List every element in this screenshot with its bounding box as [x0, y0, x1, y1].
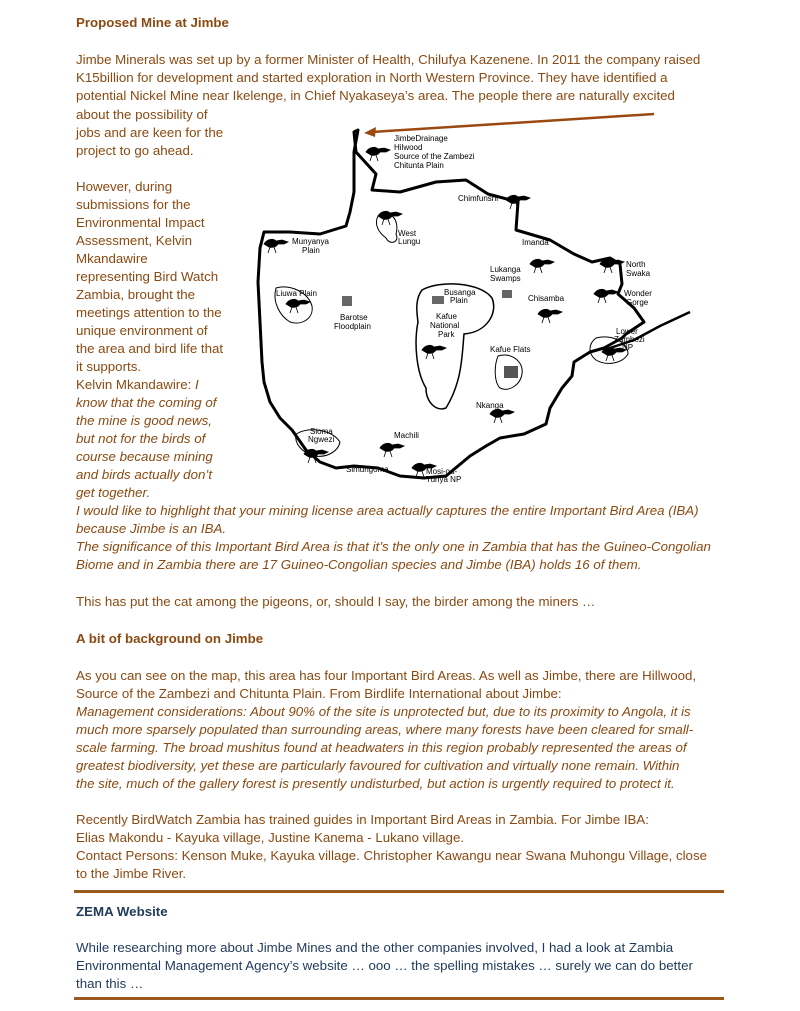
- however-line: unique environment of: [76, 323, 208, 338]
- bird-icon: [378, 211, 402, 225]
- map-label-busanga: Plain: [450, 296, 468, 305]
- closing-line: This has put the cat among the pigeons, or, should I say, the birder among the miners …: [76, 594, 596, 609]
- guides-line: to the Jimbe River.: [76, 866, 187, 881]
- map-label-north-swaka: Swaka: [626, 269, 651, 278]
- quote-wrap-line: but not for the birds of: [76, 431, 206, 446]
- map-label-hilwood: Hilwood: [394, 143, 423, 152]
- quote-full-line: The significance of this Important Bird Area is that it’s the only one in Zambia that has the Guineo-Congolian: [76, 539, 711, 554]
- map-label-kafue-np: Park: [438, 330, 455, 339]
- intro-line: Jimbe Minerals was set up by a former Minister of Health, Chilufya Kazenene. In 2011 the company raised: [76, 52, 701, 67]
- quote-wrap-line: the mine is good news,: [76, 413, 213, 428]
- however-line: it supports.: [76, 359, 142, 374]
- guides-line: Recently BirdWatch Zambia has trained guides in Important Bird Areas in Zambia. For Jimbe IBA:: [76, 812, 649, 827]
- map-label-lukanga: Lukanga: [490, 265, 521, 274]
- map-label-nkanga: Nkanga: [476, 401, 504, 410]
- map-label-munyanya: Plain: [302, 246, 320, 255]
- however-line: submissions for the: [76, 197, 191, 212]
- quote-start: I: [194, 377, 199, 392]
- arrow-head-icon: [364, 127, 376, 137]
- zambia-iba-map: [250, 112, 720, 498]
- map-label-munyanya: Munyanya: [292, 237, 329, 246]
- map-label-kafue-flats: Kafue Flats: [490, 345, 531, 354]
- however-line: the area and bird life that: [76, 341, 224, 356]
- bird-icon: [366, 147, 390, 161]
- bird-icon: [538, 309, 562, 323]
- map-label-chimfunshi: Chimfunshi: [458, 194, 499, 203]
- however-line: meetings attention to the: [76, 305, 222, 320]
- guides-line: Contact Persons: Kenson Muke, Kayuka village. Christopher Kawangu near Swana Muhongu Village, close: [76, 848, 707, 863]
- map-label-jimbe: JimbeDrainage: [394, 134, 448, 143]
- background-line: As you can see on the map, this area has four Important Bird Areas. As well as Jimbe, there are Hillwood,: [76, 668, 697, 683]
- map-label-kafue-np: National: [430, 321, 460, 330]
- quote-full-line: I would like to highlight that your mining license area actually captures the entire Important Bird Area (IBA): [76, 503, 699, 518]
- map-label-west-lungu: Lungu: [398, 237, 421, 246]
- however-line: However, during: [76, 179, 173, 194]
- map-label-chitunta: Chitunta Plain: [394, 161, 444, 170]
- however-line: Zambia, brought the: [76, 287, 196, 302]
- however-line: representing Bird Watch: [76, 269, 219, 284]
- section-title-proposed-mine: Proposed Mine at Jimbe: [76, 15, 229, 30]
- site-marker-icon: [504, 366, 518, 378]
- intro-line: potential Nickel Mine near Ikelenge, in Chief Nyakaseya’s area. The people there are naturally excited: [76, 88, 675, 103]
- intro-wrap-line: project to go ahead.: [76, 143, 194, 158]
- quote-wrap-line: know that the coming of: [76, 395, 217, 410]
- map-label-west-lungu: West: [398, 229, 417, 238]
- map-label-lower-zambezi: Zambezi: [614, 335, 645, 344]
- pointer-arrow: [372, 114, 654, 132]
- zema-line: Environmental Management Agency’s website … ooo … the spelling mistakes … surely we can do better: [76, 958, 693, 973]
- quote-wrap-line: course because mining: [76, 449, 213, 464]
- quote-intro-line: [76, 376, 199, 393]
- quote-speaker: Kelvin Mkandawire:: [76, 377, 195, 392]
- section-title-background: A bit of background on Jimbe: [76, 631, 264, 646]
- map-label-wonder-gorge: Gorge: [626, 298, 649, 307]
- map-label-lower-zambezi: NP: [622, 343, 634, 352]
- map-label-mosi: Mosi-oa-: [426, 467, 458, 476]
- map-label-barotse: Floodplain: [334, 322, 371, 331]
- birdlife-quote-line: scale farming. The broad mushitus found at headwaters in this region probably represented the areas of: [76, 740, 687, 755]
- bird-icon: [594, 289, 618, 303]
- map-label-zambezi-source: Source of the Zambezi: [394, 152, 475, 161]
- site-marker-icon: [432, 296, 444, 304]
- zema-line: than this …: [76, 976, 144, 991]
- map-label-chisamba: Chisamba: [528, 294, 565, 303]
- however-line: Mkandawire: [76, 251, 148, 266]
- birdlife-quote-line: much more sparsely populated than surrounding areas, where many forests have been cleared for small-: [76, 722, 694, 737]
- birdlife-quote-line: greatest biodiversity, yet these are particularly favoured for cultivation and virtually none remain. Within: [76, 758, 680, 773]
- section-divider: [74, 890, 724, 893]
- zema-line: While researching more about Jimbe Mines and the other companies involved, I had a look at Zambia: [76, 940, 674, 955]
- birdlife-quote-line: the site, much of the gallery forest is presently undisturbed, but action is urgently required to protect it.: [76, 776, 675, 791]
- quote-full-line: because Jimbe is an IBA.: [76, 521, 227, 536]
- bird-icon: [264, 239, 288, 253]
- map-label-sioma: Ngwezi: [308, 435, 335, 444]
- however-line: Environmental Impact: [76, 215, 205, 230]
- map-label-busanga: Busanga: [444, 288, 476, 297]
- birdlife-quote-line: Management considerations: About 90% of the site is unprotected but, due to its proximity to Angola, it is: [76, 704, 691, 719]
- map-label-imanda: Imanda: [522, 238, 549, 247]
- site-marker-icon: [342, 296, 352, 306]
- quote-full-line: Biome and in Zambia there are 17 Guineo-Congolian species and Jimbe (IBA) holds 16 of them.: [76, 557, 642, 572]
- bird-icon: [490, 409, 514, 423]
- map-label-lower-zambezi: Lower: [616, 327, 638, 336]
- intro-line: K15billion for development and started exploration in North Western Province. They have identified a: [76, 70, 668, 85]
- map-label-simungoma: Simungoma: [346, 465, 389, 474]
- bird-icon: [530, 259, 554, 273]
- however-line: Assessment, Kelvin: [76, 233, 193, 248]
- map-label-barotse: Barotse: [340, 313, 368, 322]
- map-label-mosi: Tunya NP: [426, 475, 462, 484]
- map-label-lukanga: Swamps: [490, 274, 521, 283]
- map-label-wonder-gorge: Wonder: [624, 289, 652, 298]
- section-title-zema: ZEMA Website: [76, 904, 168, 919]
- intro-wrap-line: about the possibility of: [76, 107, 208, 122]
- map-label-north-swaka: North: [626, 260, 646, 269]
- guides-line: Elias Makondu - Kayuka village, Justine Kanema - Lukano village.: [76, 830, 465, 845]
- site-marker-icon: [502, 290, 512, 298]
- map-label-machili: Machili: [394, 431, 419, 440]
- map-label-sioma: Sioma: [310, 427, 333, 436]
- map-label-liuwa: Liuwa Plain: [276, 289, 317, 298]
- bird-icon: [286, 299, 310, 313]
- background-line: Source of the Zambezi and Chitunta Plain. From Birdlife International about Jimbe:: [76, 686, 562, 701]
- bird-icon: [422, 345, 446, 359]
- intro-wrap-line: jobs and are keen for the: [76, 125, 224, 140]
- map-label-kafue-np: Kafue: [436, 312, 457, 321]
- section-divider: [74, 997, 724, 1000]
- quote-wrap-line: and birds actually don’t: [76, 467, 213, 482]
- quote-wrap-line: get together.: [76, 485, 151, 500]
- bird-icon: [380, 443, 404, 457]
